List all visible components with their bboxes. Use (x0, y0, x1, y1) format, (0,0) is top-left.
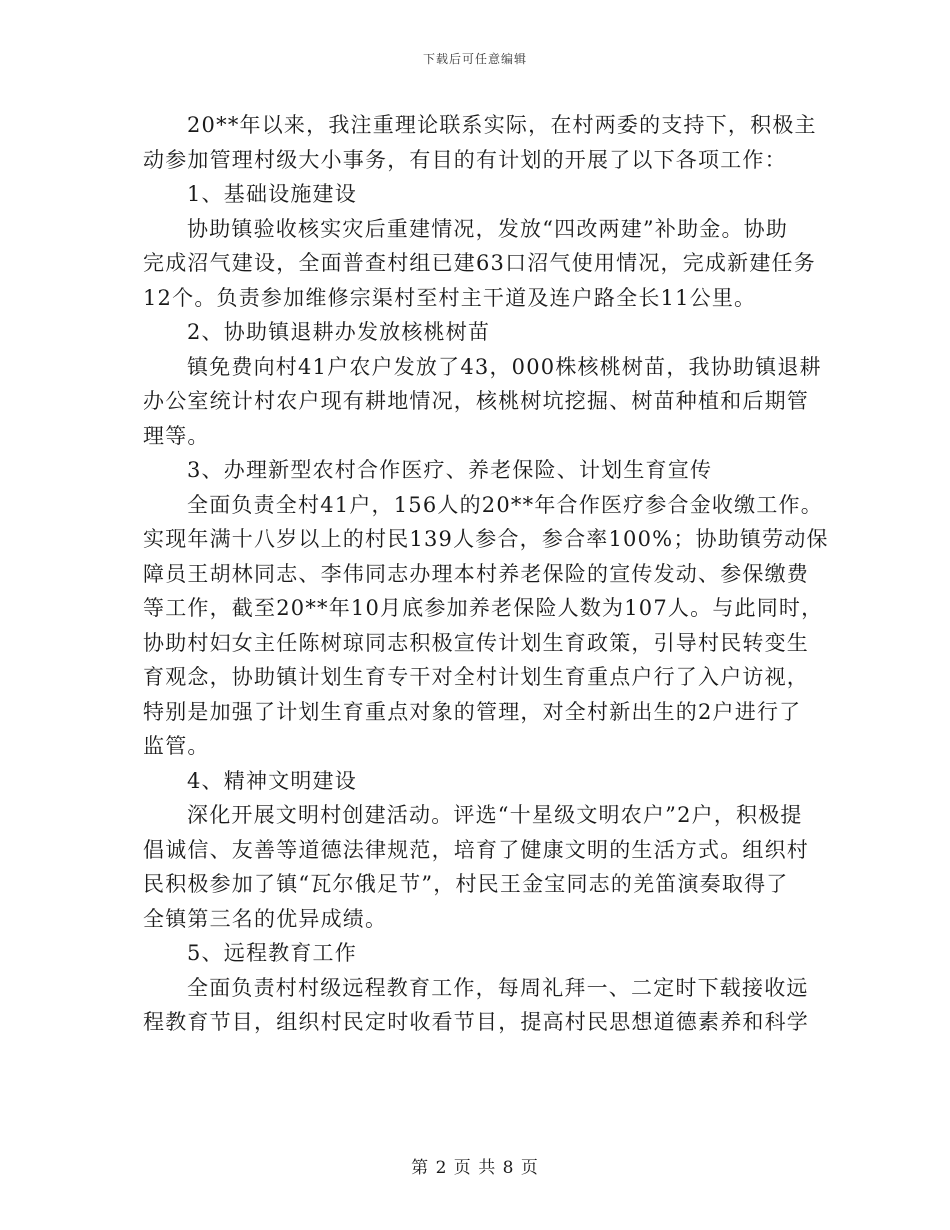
body-line: 12个。负责参加维修宗渠村至村主干道及连户路全长11公里。 (143, 285, 757, 310)
body-line: 镇免费向村41户农户发放了43，000株核桃树苗，我协助镇退耕 (187, 354, 822, 379)
body-line: 程教育节目，组织村民定时收看节目，提高村民思想道德素养和科学 (143, 1010, 809, 1034)
body-line: 办公室统计村农户现有耕地情况，核桃树坑挖掘、树苗种植和后期管 (143, 389, 809, 413)
body-line: 全面负责全村41户，156人的20**年合作医疗参合金收缴工作。 (187, 492, 823, 517)
body-line: 2、协助镇退耕办发放核桃树苗 (187, 320, 491, 344)
body-line: 全镇第三名的优异成绩。 (143, 906, 388, 931)
download-note: 下载后可任意编辑 (422, 52, 527, 66)
body-line: 育观念，协助镇计划生育专干对全村计划生育重点户行了入户访视， (143, 665, 809, 689)
body-line: 理等。 (143, 423, 210, 448)
body-line: 监管。 (143, 734, 210, 758)
body-line: 全面负责村村级远程教育工作，每周礼拜一、二定时下载接收远 (187, 975, 809, 1000)
body-line: 5、远程教育工作 (187, 941, 357, 965)
body-line: 协助镇验收核实灾后重建情况，发放“四改两建”补助金。协助 (187, 216, 789, 241)
body-line: 深化开展文明村创建活动。评选“十星级文明农户”2户，积极提 (187, 803, 803, 827)
page-number-footer: 第 2 页 共 8 页 (411, 1158, 539, 1178)
document-body (143, 108, 829, 1040)
body-line: 特别是加强了计划生育重点对象的管理，对全村新出生的2户进行了 (143, 699, 802, 724)
body-line: 等工作，截至20**年10月底参加养老保险人数为107人。与此同时， (143, 596, 824, 620)
body-line: 完成沼气建设，全面普查村组已建63口沼气使用情况，完成新建任务 (143, 251, 816, 275)
body-line: 4、精神文明建设 (187, 768, 357, 793)
body-line: 障员王胡林同志、李伟同志办理本村养老保险的宣传发动、参保缴费 (143, 561, 809, 586)
body-line: 实现年满十八岁以上的村民139人参合，参合率100%；协助镇劳动保 (143, 527, 829, 551)
body-line: 民积极参加了镇“瓦尔俄足节”，村民王金宝同志的羌笛演奏取得了 (143, 872, 789, 896)
body-line: 动参加管理村级大小事务，有目的有计划的开展了以下各项工作： (143, 147, 787, 172)
body-line: 20**年以来，我注重理论联系实际，在村两委的支持下，积极主 (187, 113, 817, 137)
body-line: 3、办理新型农村合作医疗、养老保险、计划生育宣传 (187, 458, 713, 482)
body-line: 协助村妇女主任陈树琼同志积极宣传计划生育政策，引导村民转变生 (143, 630, 809, 655)
body-line: 倡诚信、友善等道德法律规范，培育了健康文明的生活方式。组织村 (143, 837, 809, 862)
body-line: 1、基础设施建设 (187, 182, 357, 206)
